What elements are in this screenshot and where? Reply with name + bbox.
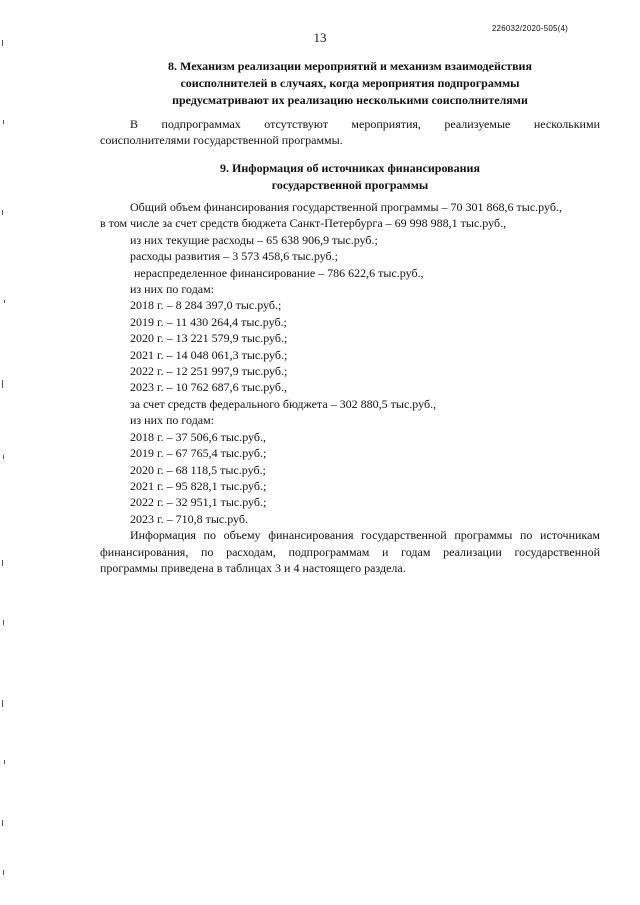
closing-paragraph-line: финансирования, по расходам, подпрограммам и годам реализации государственной (100, 544, 600, 559)
city-budget-item: нераспределенное финансирование – 786 622,6 тыс.руб., (134, 265, 424, 280)
paragraph-line: соисполнителями государственной программы. (100, 133, 343, 148)
heading-line: государственной программы (271, 178, 429, 192)
document-registration-number: 226032/2020-505(4) (491, 24, 568, 33)
city-budget-item: из них по годам: (130, 282, 215, 297)
heading-line: 8. Механизм реализации мероприятий и механизм взаимодействия (168, 59, 532, 73)
city-budget-line: в том числе за счет средств бюджета Санкт-Петербурга – 69 998 988,1 тыс.руб., (100, 216, 507, 231)
scan-edge-specks (0, 0, 12, 905)
total-financing-line: Общий объем финансирования государственной программы – 70 301 868,6 тыс.руб., (130, 200, 562, 214)
closing-paragraph-line: программы приведена в таблицах 3 и 4 настоящего раздела. (100, 560, 406, 575)
city-budget-year-item: 2020 г. – 13 221 579,9 тыс.руб.; (130, 331, 288, 346)
paragraph-line: В подпрограммах отсутствуют мероприятия, реализуемые несколькими (130, 117, 600, 131)
federal-budget-year-item: 2021 г. – 95 828,1 тыс.руб.; (130, 478, 267, 493)
section-8-heading (100, 58, 600, 109)
federal-budget-item: из них по годам: (130, 413, 215, 428)
city-budget-item: расходы развития – 3 573 458,6 тыс.руб.; (130, 249, 338, 264)
city-budget-item: из них текущие расходы – 65 638 906,9 тыс.руб.; (130, 232, 378, 247)
city-budget-year-item: 2019 г. – 11 430 264,4 тыс.руб.; (130, 314, 287, 329)
federal-budget-year-item: 2020 г. – 68 118,5 тыс.руб.; (130, 462, 266, 477)
heading-line: 9. Информация об источниках финансирования (220, 161, 480, 175)
city-budget-year-item: 2018 г. – 8 284 397,0 тыс.руб.; (130, 298, 282, 313)
city-budget-year-item: 2022 г. – 12 251 997,9 тыс.руб.; (130, 364, 288, 379)
city-budget-year-item: 2023 г. – 10 762 687,6 тыс.руб., (130, 380, 287, 395)
federal-budget-year-item: 2018 г. – 37 506,6 тыс.руб., (130, 429, 266, 444)
city-budget-year-item: 2021 г. – 14 048 061,3 тыс.руб.; (130, 347, 288, 362)
federal-budget-year-item: 2023 г. – 710,8 тыс.руб. (130, 511, 248, 526)
federal-budget-line: за счет средств федерального бюджета – 302 880,5 тыс.руб., (130, 396, 437, 411)
section-9-financing-text (100, 199, 600, 576)
section-8-paragraph (100, 116, 600, 149)
section-9-heading (100, 160, 600, 194)
federal-budget-year-item: 2019 г. – 67 765,4 тыс.руб.; (130, 446, 267, 461)
heading-line: предусматривают их реализацию несколькими соисполнителями (172, 93, 528, 107)
page-number: 13 (313, 30, 327, 45)
federal-budget-year-item: 2022 г. – 32 951,1 тыс.руб.; (130, 495, 267, 510)
closing-paragraph-line: Информация по объему финансирования государственной программы по источникам (130, 528, 600, 543)
heading-line: соисполнителей в случаях, когда мероприятия подпрограммы (180, 76, 520, 90)
